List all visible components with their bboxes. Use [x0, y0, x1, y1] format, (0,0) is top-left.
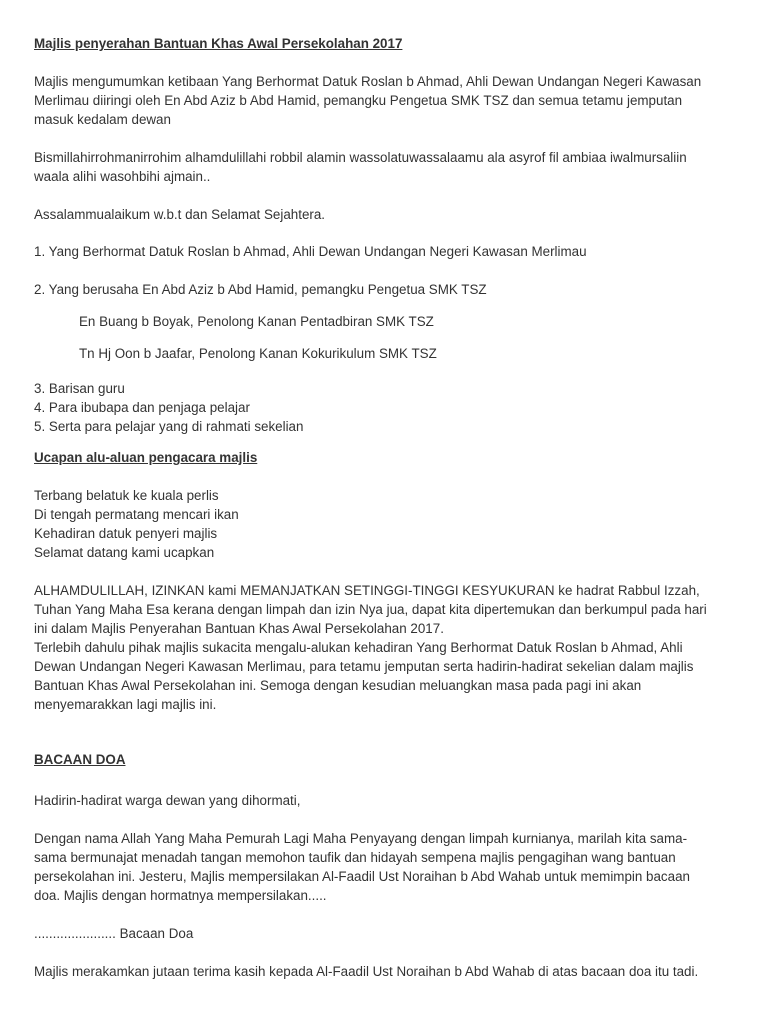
- alhamdulillah-line: menyemarakkan lagi majlis ini.: [34, 697, 217, 712]
- alhamdulillah-line: Dewan Undangan Negeri Kawasan Merlimau, para tetamu jemputan serta hadirin-hadirat sekelian dalam majlis: [34, 659, 694, 674]
- doa-paragraph: [34, 829, 734, 905]
- spacer: [34, 714, 734, 750]
- pantun-line: Di tengah permatang mencari ikan: [34, 507, 239, 522]
- bismillah-line: Bismillahirrohmanirrohim alhamdulillahi robbil alamin wassolatuwassalaamu ala asyrof fil ambiaa iwalmursaliin: [34, 150, 687, 165]
- hadirin-line: Hadirin-hadirat warga dewan yang dihormati,: [34, 793, 301, 808]
- doa-line: sama bermunajat menadah tangan memohon taufik dan hidayah sempena majlis pengagihan wang bantuan: [34, 850, 676, 865]
- protocol-item-4: 4. Para ibubapa dan penjaga pelajar: [34, 400, 250, 415]
- alhamdulillah-paragraph: [34, 581, 734, 714]
- salam-line: Assalammualaikum w.b.t dan Selamat Sejahtera.: [34, 207, 326, 222]
- intro-paragraph: [34, 72, 734, 129]
- protocol-list-rest: [34, 379, 734, 436]
- spacer: [34, 810, 734, 829]
- spacer: [34, 905, 734, 924]
- document-title: Majlis penyerahan Bantuan Khas Awal Persekolahan 2017: [34, 36, 403, 51]
- alhamdulillah-line: Bantuan Khas Awal Persekolahan ini. Semoga dengan kesudian meluangkan masa pada pagi ini akan: [34, 678, 642, 693]
- spacer: [34, 224, 734, 242]
- spacer: [34, 129, 734, 148]
- intro-line: Merlimau diiringi oleh En Abd Aziz b Abd Hamid, pemangku Pengetua SMK TSZ dan semua tetamu jemputan: [34, 93, 683, 108]
- spacer: [34, 363, 734, 379]
- spacer: [34, 53, 734, 72]
- closing-line: Majlis merakamkan jutaan terima kasih kepada Al-Faadil Ust Noraihan b Abd Wahab di atas bacaan doa itu tadi.: [34, 964, 699, 979]
- intro-line: Majlis mengumumkan ketibaan Yang Berhormat Datuk Roslan b Ahmad, Ahli Dewan Undangan Negeri Kawasan: [34, 74, 702, 89]
- pantun-line: Terbang belatuk ke kuala perlis: [34, 488, 219, 503]
- alhamdulillah-line: ini dalam Majlis Penyerahan Bantuan Khas Awal Persekolahan 2017.: [34, 621, 444, 636]
- alhamdulillah-line: ALHAMDULILLAH, IZINKAN kami MEMANJATKAN SETINGGI-TINGGI KESYUKURAN ke hadrat Rabbul Izzah,: [34, 583, 700, 598]
- protocol-item-5: 5. Serta para pelajar yang di rahmati sekelian: [34, 419, 304, 434]
- spacer: [34, 943, 734, 962]
- spacer: [34, 261, 734, 280]
- document-page: [34, 34, 734, 981]
- doa-line: Dengan nama Allah Yang Maha Pemurah Lagi Maha Penyayang dengan limpah kurnianya, marilah kita sama-: [34, 831, 688, 846]
- doa-line: persekolahan ini. Jesteru, Majlis mempersilakan Al-Faadil Ust Noraihan b Abd Wahab untuk memimpin bacaan: [34, 869, 690, 884]
- alhamdulillah-line: Tuhan Yang Maha Esa kerana dengan limpah dan izin Nya jua, dapat kita dipertemukan dan berkumpul pada hari: [34, 602, 707, 617]
- pantun-verse: [34, 486, 734, 562]
- protocol-sub-item-1: En Buang b Boyak, Penolong Kanan Pentadbiran SMK TSZ: [79, 314, 434, 329]
- pantun-line: Selamat datang kami ucapkan: [34, 545, 215, 560]
- doa-heading: BACAAN DOA: [34, 752, 126, 767]
- spacer: [34, 562, 734, 581]
- intro-line: masuk kedalam dewan: [34, 112, 171, 127]
- protocol-item-1: 1. Yang Berhormat Datuk Roslan b Ahmad, Ahli Dewan Undangan Negeri Kawasan Merlimau: [34, 244, 587, 259]
- spacer: [34, 436, 734, 448]
- bacaan-doa-line: ...................... Bacaan Doa: [34, 926, 194, 941]
- spacer: [34, 299, 734, 312]
- bismillah-line: waala alihi wasohbihi ajmain..: [34, 169, 211, 184]
- alhamdulillah-line: Terlebih dahulu pihak majlis sukacita mengalu-alukan kehadiran Yang Berhormat Datuk Roslan b Ahmad, Ahli: [34, 640, 683, 655]
- protocol-sub-item-2: Tn Hj Oon b Jaafar, Penolong Kanan Kokurikulum SMK TSZ: [79, 346, 437, 361]
- spacer: [34, 769, 734, 791]
- spacer: [34, 331, 734, 344]
- bismillah-paragraph: [34, 148, 734, 186]
- spacer: [34, 186, 734, 205]
- spacer: [34, 467, 734, 486]
- protocol-item-2: 2. Yang berusaha En Abd Aziz b Abd Hamid, pemangku Pengetua SMK TSZ: [34, 282, 487, 297]
- doa-line: doa. Majlis dengan hormatnya mempersilakan.....: [34, 888, 327, 903]
- ucapan-heading: Ucapan alu-aluan pengacara majlis: [34, 450, 258, 465]
- protocol-item-3: 3. Barisan guru: [34, 381, 125, 396]
- pantun-line: Kehadiran datuk penyeri majlis: [34, 526, 218, 541]
